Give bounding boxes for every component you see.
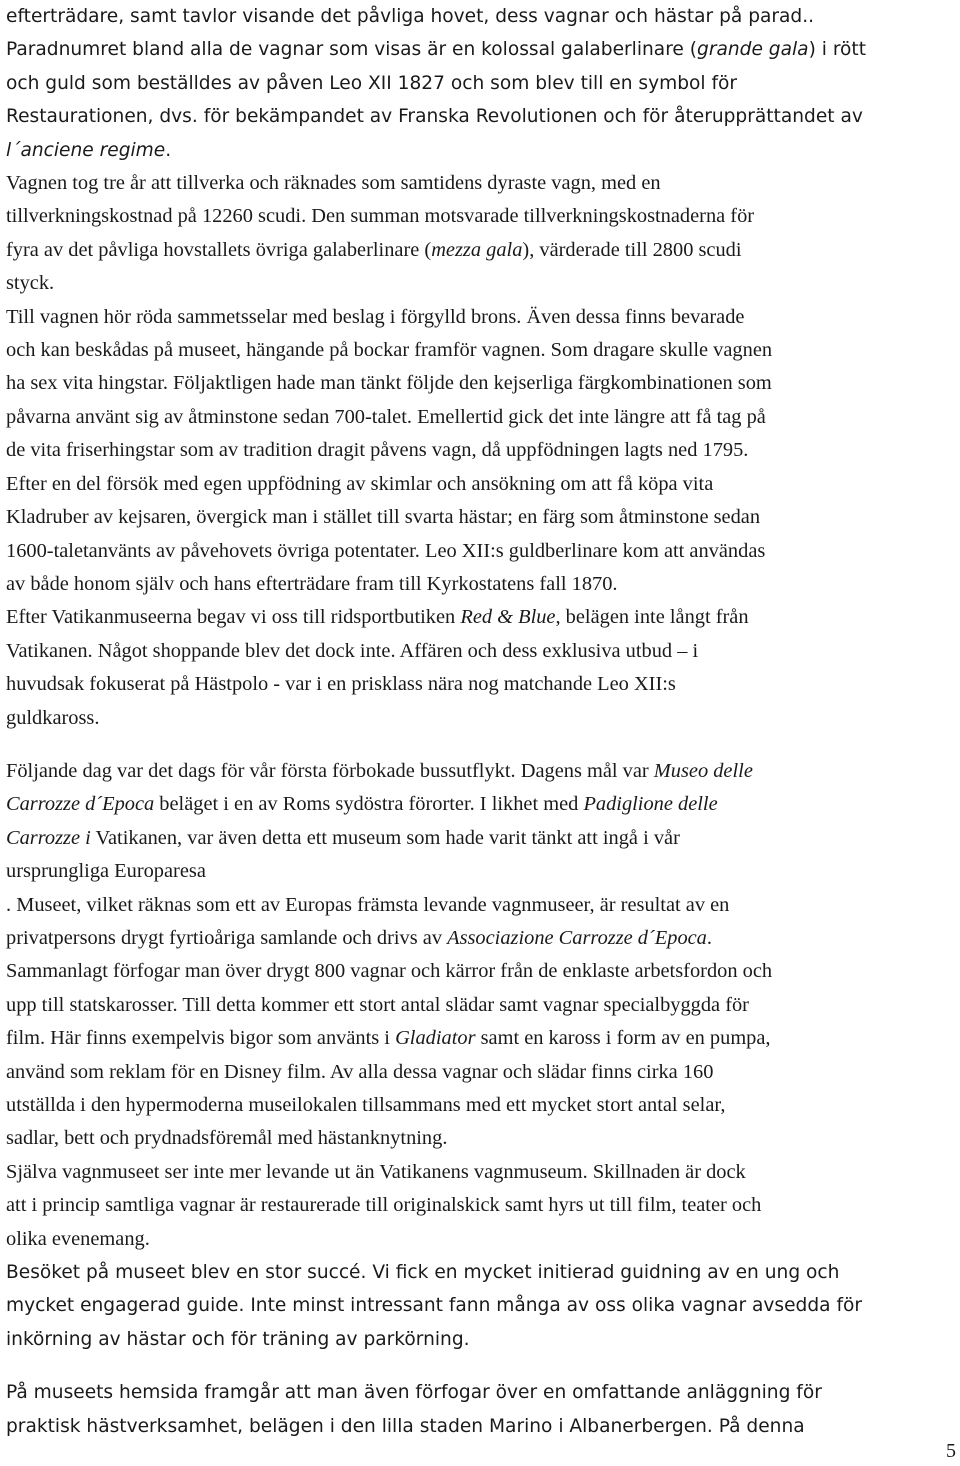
text-run: film. Här finns exempelvis bigor som använts i	[6, 1027, 396, 1050]
text-line	[6, 33, 950, 66]
text-run: .	[706, 926, 712, 949]
text-line	[6, 601, 950, 634]
text-line	[6, 1376, 950, 1409]
text-run: samt en kaross i form av en pumpa,	[475, 1027, 771, 1050]
text-line	[6, 1156, 950, 1189]
text-run: Till vagnen hör röda sammetsselar med beslag i förgylld brons. Även dessa finns bevarade	[6, 305, 745, 328]
text-run: styck.	[6, 272, 55, 295]
text-run: sadlar, bett och prydnadsföremål med hästanknytning.	[6, 1127, 448, 1150]
text-line	[6, 167, 950, 200]
text-line	[6, 1323, 950, 1356]
text-line	[6, 822, 950, 855]
text-run: beläget i en av Roms sydöstra förorter. I likhet med	[154, 793, 584, 816]
italic-text: l´anciene regime	[6, 139, 166, 161]
text-line	[6, 301, 950, 334]
text-line	[6, 1410, 950, 1443]
italic-text: Associazione Carrozze d´Epoca	[447, 926, 707, 949]
italic-text: Red & Blue	[460, 606, 556, 629]
text-line	[6, 1289, 950, 1322]
text-line	[6, 668, 950, 701]
text-run: , belägen inte långt från	[555, 606, 749, 629]
text-run: att i princip samtliga vagnar är restaurerade till originalskick samt hyrs ut till film, teater och	[6, 1194, 762, 1217]
text-run: och kan beskådas på museet, hängande på bockar framför vagnen. Som dragare skulle vagnen	[6, 339, 773, 362]
text-run: upp till statskarosser. Till detta kommer ett stort antal slädar samt vagnar specialbyggda för	[6, 993, 749, 1016]
text-line	[6, 267, 950, 300]
text-line	[6, 0, 950, 33]
text-line	[6, 1223, 950, 1256]
document-page	[6, 0, 950, 1443]
text-line	[6, 1089, 950, 1122]
text-line	[6, 788, 950, 821]
text-run: olika evenemang.	[6, 1227, 150, 1250]
text-line	[6, 568, 950, 601]
text-line	[6, 501, 950, 534]
text-run: ), värderade till 2800 scudi	[522, 238, 742, 261]
text-line	[6, 367, 950, 400]
text-run: .	[165, 139, 172, 161]
text-run: ) i rött	[808, 39, 867, 61]
text-run: . Museet, vilket räknas som ett av Europas främsta levande vagnmuseer, är resultat av en	[6, 893, 730, 916]
italic-text: Gladiator	[395, 1027, 476, 1050]
text-line	[6, 1056, 950, 1089]
text-run: praktisk hästverksamhet, belägen i den lilla staden Marino i Albanerbergen. På denna	[6, 1415, 805, 1437]
text-line	[6, 755, 950, 788]
text-run: ursprungliga Europaresa	[6, 860, 206, 883]
text-line	[6, 702, 950, 735]
text-line	[6, 200, 950, 233]
text-run: använd som reklam för en Disney film. Av alla dessa vagnar och slädar finns cirka 160	[6, 1060, 714, 1083]
italic-text: Padiglione delle	[583, 793, 718, 816]
text-line	[6, 635, 950, 668]
text-line	[6, 1022, 950, 1055]
text-run: Efter Vatikanmuseerna begav vi oss till ridsportbutiken	[6, 606, 461, 629]
text-run: mycket engagerad guide. Inte minst intressant fann många av oss olika vagnar avsedda för	[6, 1295, 863, 1317]
italic-text: Carrozze i	[6, 826, 91, 849]
text-run: Paradnumret bland alla de vagnar som visas är en kolossal galaberlinare (	[6, 39, 698, 61]
text-run: de vita friserhingstar som av tradition dragit påvens vagn, då uppfödningen lagts ned 1795.	[6, 439, 749, 462]
text-line	[6, 401, 950, 434]
text-run: utställda i den hypermoderna museilokalen tillsammans med ett mycket stort antal selar,	[6, 1094, 726, 1116]
text-line	[6, 922, 950, 955]
text-run: fyra av det påvliga hovstallets övriga galaberlinare (	[6, 238, 432, 261]
text-run: Vatikanen. Något shoppande blev det dock inte. Affären och dess exklusiva utbud – i	[6, 639, 699, 662]
italic-text: mezza gala	[431, 238, 523, 261]
text-line	[6, 234, 950, 267]
text-run: ha sex vita hingstar. Följaktligen hade man tänkt följde den kejserliga färgkombinationen som	[6, 372, 772, 395]
text-run: efterträdare, samt tavlor visande det påvliga hovet, dess vagnar och hästar på parad..	[6, 6, 815, 27]
text-run: Kladruber av kejsaren, övergick man i stället till svarta hästar; en färg som åtminstone sedan	[6, 506, 761, 529]
italic-text: Carrozze d´Epoca	[6, 793, 155, 816]
text-line	[6, 955, 950, 988]
text-line	[6, 1189, 950, 1222]
text-line	[6, 1122, 950, 1155]
text-line	[6, 134, 950, 167]
paragraph-gap	[6, 1356, 950, 1376]
text-run: Restaurationen, dvs. för bekämpandet av Franska Revolutionen och för återupprättandet av	[6, 106, 863, 128]
text-run: och guld som beställdes av påven Leo XII 1827 och som blev till en symbol för	[6, 72, 738, 94]
page-number: 5	[946, 1440, 956, 1462]
text-line	[6, 100, 950, 133]
text-line	[6, 889, 950, 922]
text-run: inkörning av hästar och för träning av parkörning.	[6, 1328, 470, 1350]
text-run: tillverkningskostnad på 12260 scudi. Den summan motsvarade tillverkningskostnaderna för	[6, 205, 755, 228]
italic-text: grande gala	[697, 39, 809, 61]
text-run: Sammanlagt förfogar man över drygt 800 vagnar och kärror från de enklaste arbetsfordon och	[6, 960, 773, 983]
body-text	[6, 0, 950, 1443]
text-run: huvudsak fokuserat på Hästpolo - var i en prisklass nära nog matchande Leo XII:s	[6, 673, 676, 696]
text-line	[6, 468, 950, 501]
italic-text: Museo delle	[653, 759, 753, 782]
text-line	[6, 989, 950, 1022]
text-run: Besöket på museet blev en stor succé. Vi fick en mycket initierad guidning av en ung och	[6, 1262, 840, 1284]
text-run: Själva vagnmuseet ser inte mer levande ut än Vatikanens vagnmuseum. Skillnaden är dock	[6, 1160, 746, 1183]
text-line	[6, 855, 950, 888]
text-run: guldkaross.	[6, 706, 100, 729]
text-run: påvarna använt sig av åtminstone sedan 700-talet. Emellertid gick det inte längre att få tag på	[6, 405, 766, 428]
text-run: Följande dag var det dags för vår första förbokade bussutflykt. Dagens mål var	[6, 759, 654, 782]
text-line	[6, 334, 950, 367]
paragraph-gap	[6, 735, 950, 755]
text-run: Vatikanen, var även detta ett museum som hade varit tänkt att ingå i vår	[90, 826, 680, 849]
text-line	[6, 67, 950, 100]
text-run: privatpersons drygt fyrtioåriga samlande och drivs av	[6, 926, 448, 949]
text-run: Vagnen tog tre år att tillverka och räknades som samtidens dyraste vagn, med en	[6, 172, 661, 195]
text-line	[6, 1256, 950, 1289]
text-run: På museets hemsida framgår att man även förfogar över en omfattande anläggning för	[6, 1382, 822, 1404]
text-run: 1600-taletanvänts av påvehovets övriga potentater. Leo XII:s guldberlinare kom att användas	[6, 539, 766, 562]
text-run: Efter en del försök med egen uppfödning av skimlar och ansökning om att få köpa vita	[6, 472, 714, 495]
text-run: av både honom själv och hans efterträdare fram till Kyrkostatens fall 1870.	[6, 572, 618, 595]
text-line	[6, 535, 950, 568]
text-line	[6, 434, 950, 467]
